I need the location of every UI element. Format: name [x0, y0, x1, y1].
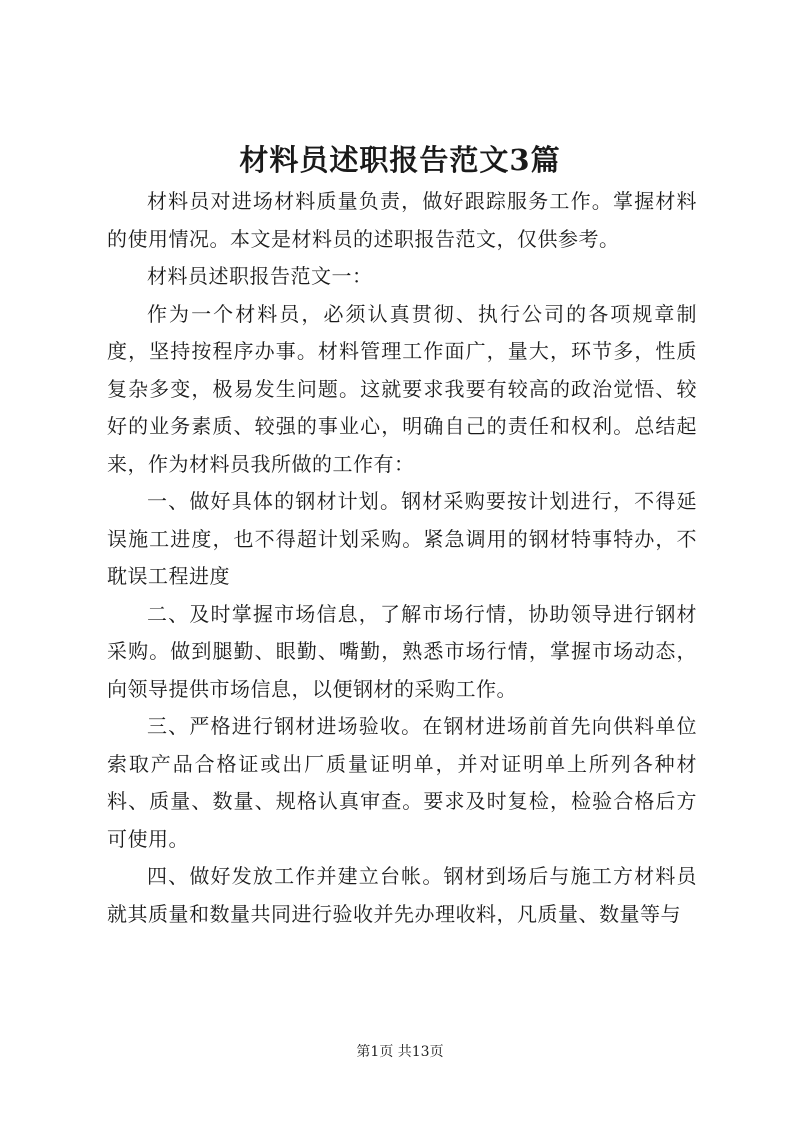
paragraph-item-1: 一、做好具体的钢材计划。钢材采购要按计划进行，不得延误施工进度，也不得超计划采购。紧急调用的钢材特事特办，不耽误工程进度 [107, 489, 697, 588]
document-body [107, 183, 697, 933]
paragraph-item-4: 四、做好发放工作并建立台帐。钢材到场后与施工方材料员就其质量和数量共同进行验收并先办理收料，凡质量、数量等与 [107, 864, 697, 926]
paragraph-section-heading: 材料员述职报告范文一： [147, 264, 373, 288]
document-title: 材料员述职报告范文3篇 [239, 143, 561, 177]
page-footer: 第1页 共13页 [356, 1044, 444, 1060]
paragraph-item-2: 二、及时掌握市场信息，了解市场行情，协助领导进行钢材采购。做到腿勤、眼勤、嘴勤，熟悉市场行情，掌握市场动态，向领导提供市场信息，以便钢材的采购工作。 [107, 601, 697, 701]
paragraph-intro: 材料员对进场材料质量负责，做好跟踪服务工作。掌握材料的使用情况。本文是材料员的述职报告范文，仅供参考。 [107, 189, 697, 251]
paragraph-item-3: 三、严格进行钢材进场验收。在钢材进场前首先向供料单位索取产品合格证或出厂质量证明单，并对证明单上所列各种材料、质量、数量、规格认真审查。要求及时复检，检验合格后方可使用。 [107, 714, 697, 851]
paragraph-overview: 作为一个材料员，必须认真贯彻、执行公司的各项规章制度，坚持按程序办事。材料管理工作面广，量大，环节多，性质复杂多变，极易发生问题。这就要求我要有较高的政治觉悟、较好的业务素质、较强的事业心，明确自己的责任和权利。总结起来，作为材料员我所做的工作有： [107, 301, 697, 476]
